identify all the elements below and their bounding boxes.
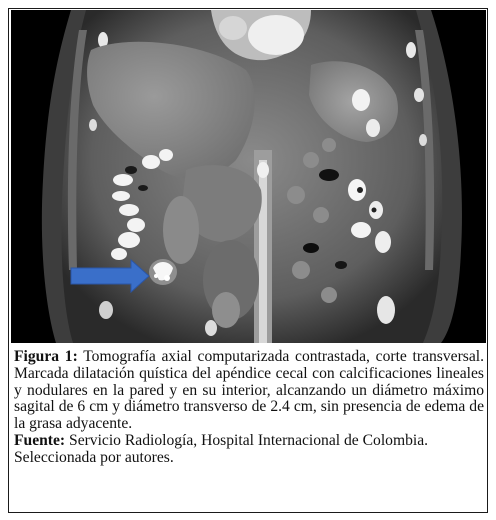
source-label: Fuente: [14,431,66,449]
source-paragraph [14,433,484,467]
caption-paragraph [14,349,484,433]
caption-label: Figura 1: [14,348,78,365]
caption-text: Tomografía axial computarizada contrastada, corte transversal. Marcada dilatación quística del apéndice cecal con calcificaciones lineales y nodulares en la pared y en su interior, alcanzando un diámetro máximo sagital de 6 cm y diámetro transverso de 2.4 cm, sin presencia de edema de la grasa adyacente. [14,348,484,433]
source-text: Servicio Radiología, Hospital Internacional de Colombia. Seleccionada por autores. [14,431,429,466]
figure-caption [14,349,484,467]
ct-scan-image [11,10,486,343]
ct-scan-drawing [11,10,486,343]
